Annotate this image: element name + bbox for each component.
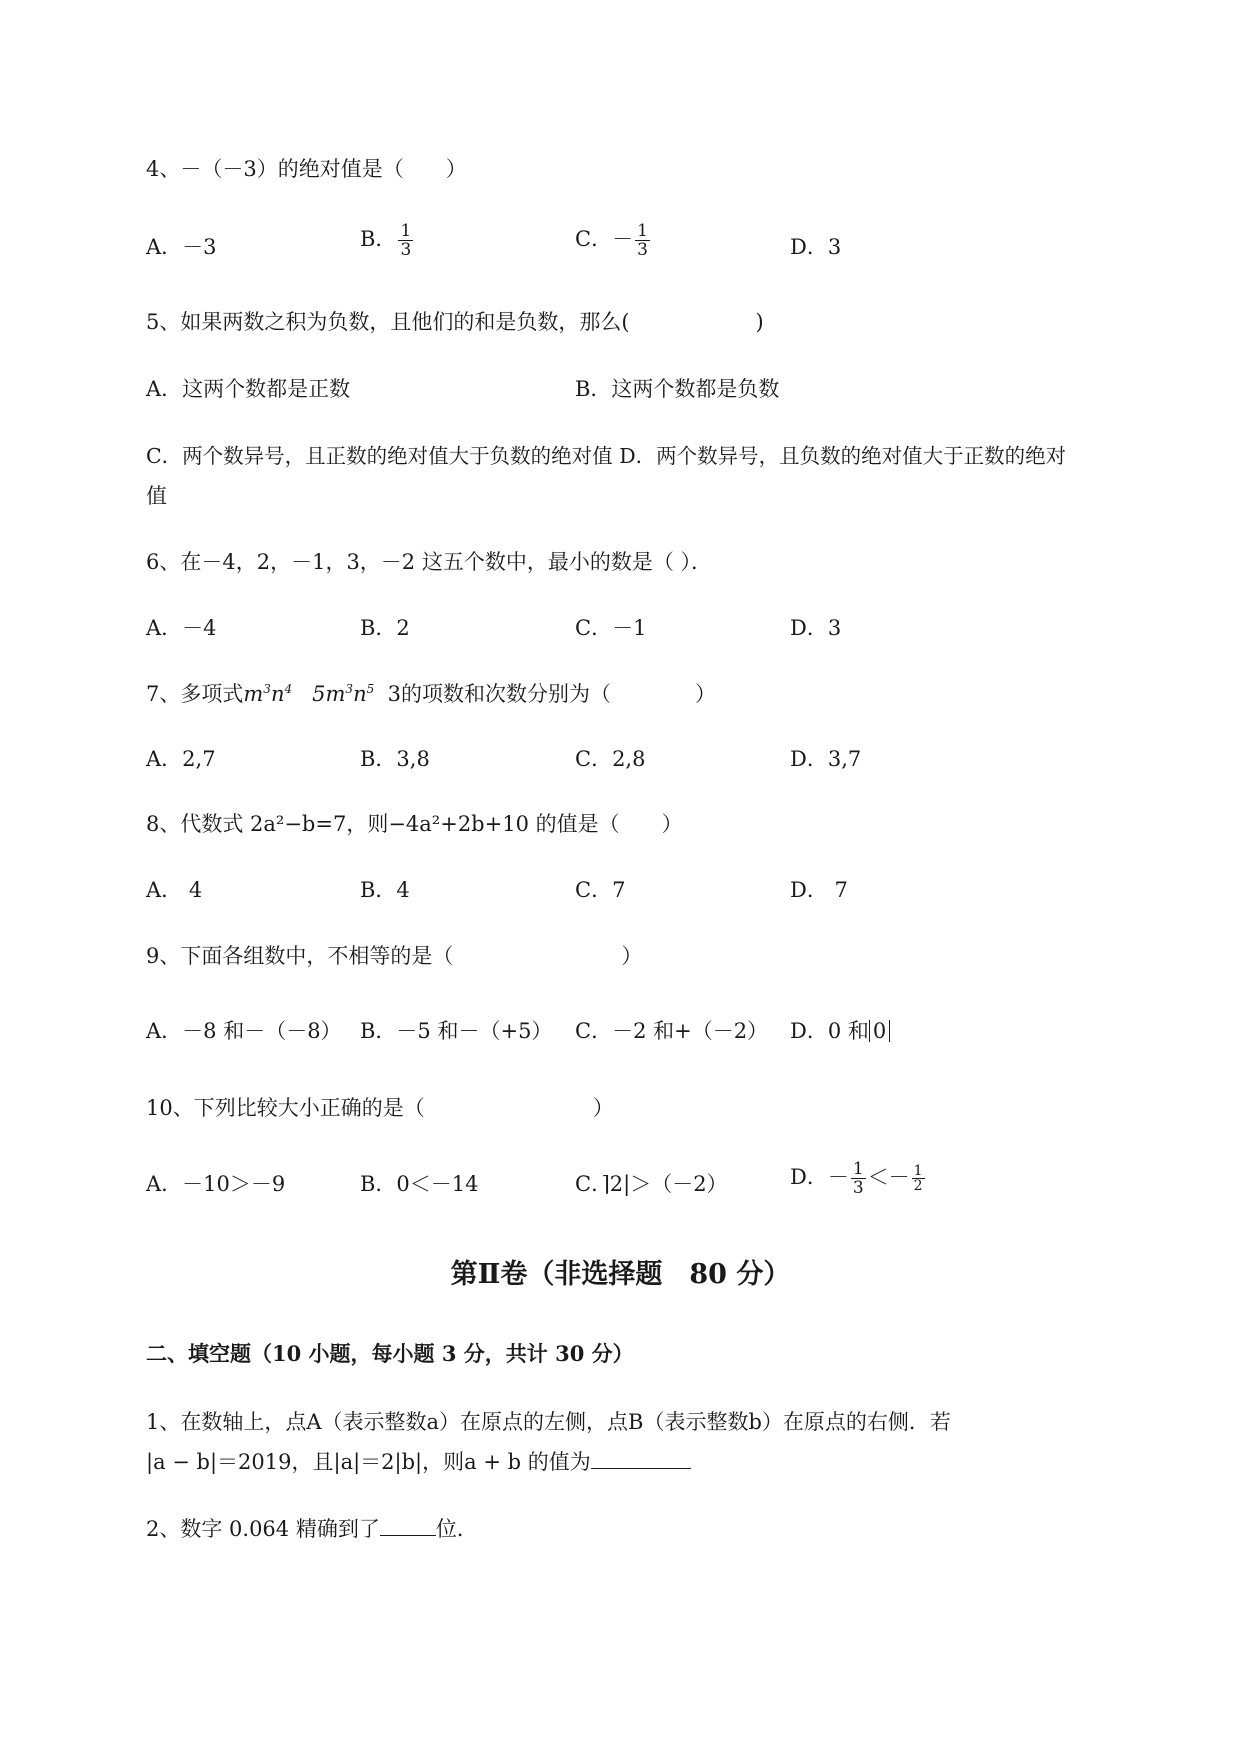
q9-stem: 9、下面各组数中，不相等的是（ ） — [146, 944, 643, 968]
section-title: 第Ⅱ卷（非选择题 80 分） — [450, 1259, 791, 1290]
q6-option-c: C．－1 — [575, 616, 647, 640]
q5-option-a: A．这两个数都是正数 — [146, 377, 351, 401]
q4-option-b-label: B． — [360, 227, 397, 251]
q10-option-b: B．0＜－14 — [360, 1172, 479, 1196]
q5-option-cd-line1: C．两个数异号，且正数的绝对值大于负数的绝对值 D．两个数异号，且负数的绝对值大于正数的绝对 — [146, 444, 1067, 468]
f2-answer-blank[interactable] — [380, 1515, 436, 1536]
q6-option-b: B．2 — [360, 616, 410, 640]
f1-line1: 1、在数轴上，点A（表示整数a）在原点的左侧，点B（表示整数b）在原点的右侧．若 — [146, 1410, 951, 1434]
f2-suffix: 位． — [435, 1517, 478, 1541]
q4-option-c — [575, 222, 652, 259]
q7-term1: $m^3n^4$ — [243, 682, 293, 706]
q4-option-c-fraction: $\frac{1}{3}$ — [637, 221, 648, 260]
q7-stem — [146, 680, 716, 708]
f1-line2-text: |a − b|＝2019，且|a|＝2|b|，则a + b 的值为 — [146, 1450, 591, 1474]
q7-option-d: D．3,7 — [790, 747, 862, 771]
q5-option-b: B．这两个数都是负数 — [575, 377, 780, 401]
q8-option-c: C．7 — [575, 878, 626, 902]
q5-option-cd-line2: 值 — [146, 484, 167, 508]
q4-stem: 4、－（－3）的绝对值是（ ） — [146, 157, 467, 181]
q6-option-d: D．3 — [790, 616, 842, 640]
q9-option-d-label: D．0 和 — [790, 1019, 869, 1043]
q7-suffix: 3的项数和次数分别为（ ） — [387, 682, 716, 706]
q9-option-d — [790, 1017, 890, 1045]
q9-option-c: C．－2 和+（－2） — [575, 1019, 769, 1043]
q8-option-d: D． 7 — [790, 878, 848, 902]
q9-option-b: B．－5 和－（+5） — [360, 1019, 553, 1043]
q7-option-a: A．2,7 — [146, 747, 216, 771]
q7-term2: $5m^3n^5$ — [312, 682, 375, 706]
q10-option-d-fraction1: $\frac{1}{3}$ — [852, 1159, 864, 1198]
q10-option-d-label: D．－ — [790, 1165, 849, 1189]
q10-option-d-comparison: ＜－ — [867, 1165, 910, 1189]
q5-stem: 5、如果两数之积为负数，且他们的和是负数，那么( ) — [146, 310, 764, 334]
q6-stem: 6、在－4，2，－1，3，－2 这五个数中，最小的数是（ ）． — [146, 550, 713, 574]
q10-option-d — [790, 1160, 927, 1197]
q9-option-a: A．－8 和－（－8） — [146, 1019, 342, 1043]
q10-option-d-fraction2: $\frac{1}{2}$ — [913, 1163, 923, 1194]
q7-option-c: C．2,8 — [575, 747, 646, 771]
q6-option-a: A．－4 — [146, 616, 217, 640]
q4-option-c-label: C．－ — [575, 227, 634, 251]
f2-prefix: 2、数字 0.064 精确到了 — [146, 1517, 380, 1541]
q4-option-b-fraction: $\frac{1}{3}$ — [400, 221, 412, 260]
q8-option-b: B．4 — [360, 878, 410, 902]
q10-option-a: A．－10＞－9 — [146, 1172, 286, 1196]
section-subtitle: 二、填空题（10 小题，每小题 3 分，共计 30 分） — [146, 1341, 634, 1366]
f2-stem — [146, 1515, 478, 1543]
q10-stem: 10、下列比较大小正确的是（ ） — [146, 1096, 614, 1120]
q10-option-c: C．⌉2|＞（－2） — [575, 1172, 728, 1196]
f1-answer-blank[interactable] — [591, 1448, 691, 1469]
q4-option-a: A．－3 — [146, 235, 217, 259]
q7-option-b: B．3,8 — [360, 747, 430, 771]
q8-stem: 8、代数式 2a²−b=7，则−4a²+2b+10 的值是（ ） — [146, 812, 683, 836]
f1-line2 — [146, 1448, 691, 1476]
q8-option-a: A． 4 — [146, 878, 203, 902]
q4-option-d: D．3 — [790, 235, 842, 259]
q7-prefix: 7、多项式 — [146, 682, 244, 706]
q4-option-b — [360, 222, 415, 259]
q9-option-d-abs: 0 — [869, 1020, 890, 1042]
